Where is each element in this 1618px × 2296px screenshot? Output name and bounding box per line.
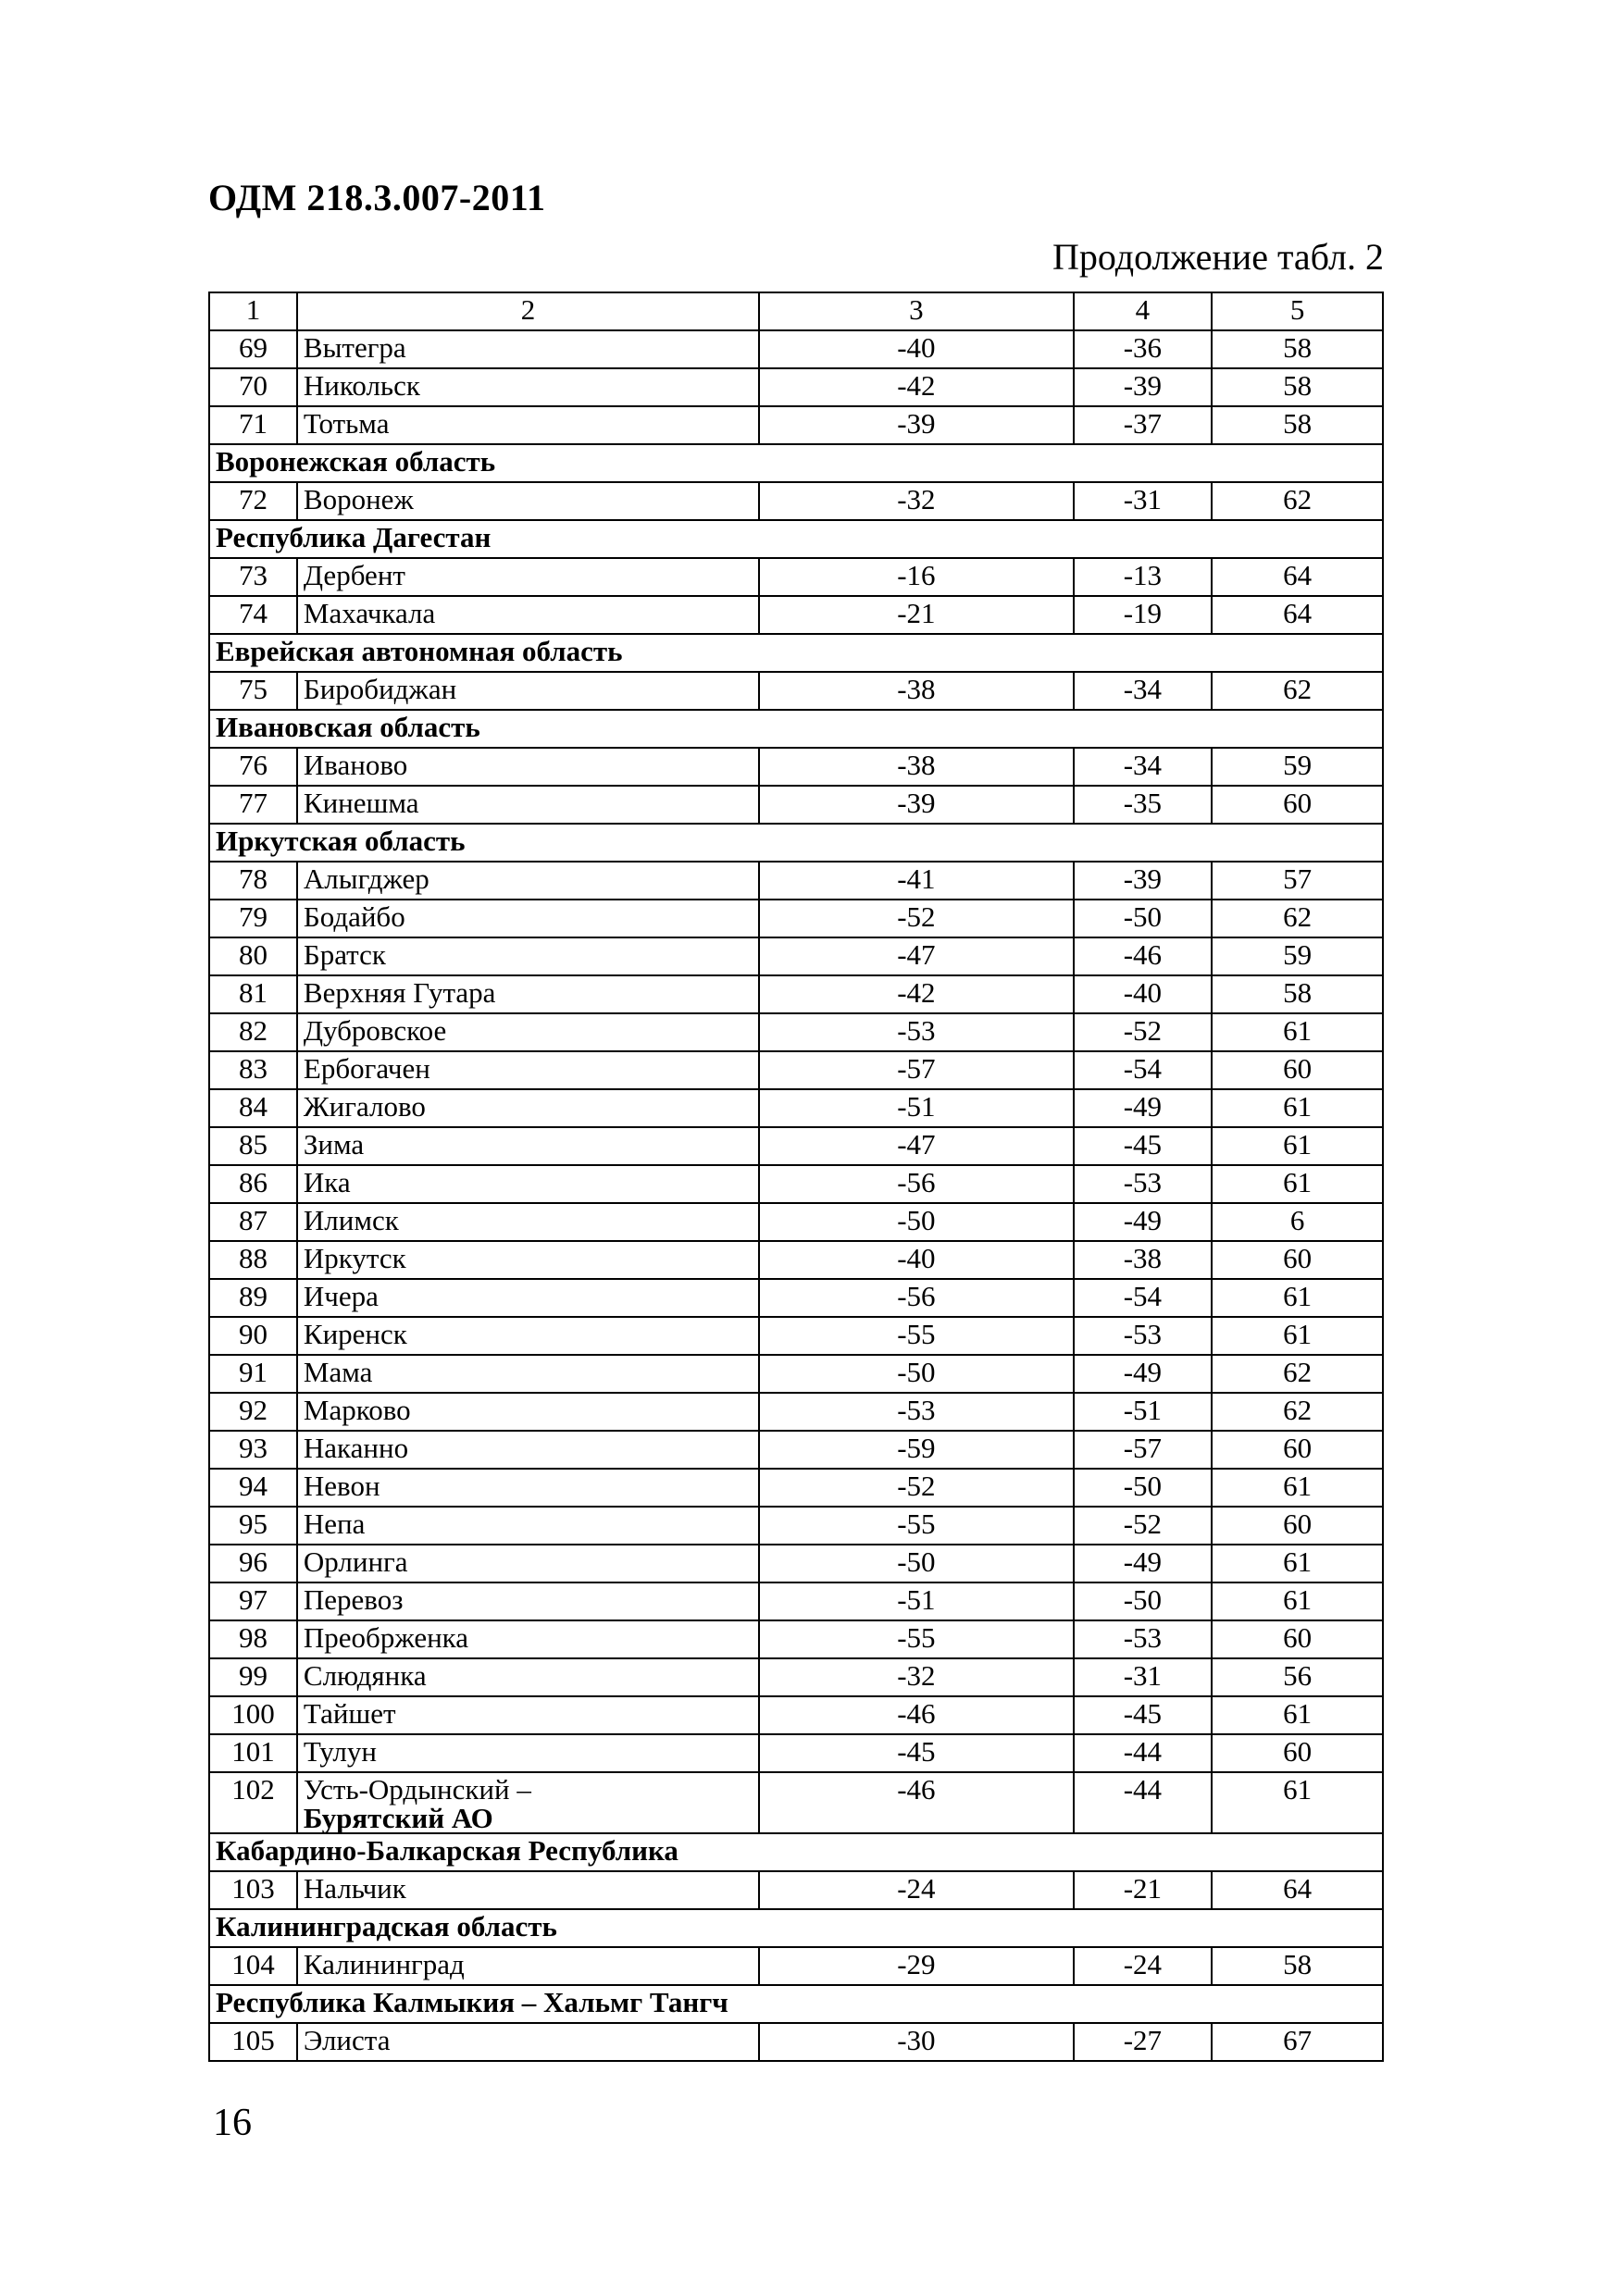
table-row [209,1165,1383,1203]
row-number: 72 [209,482,297,520]
station-name: Элиста [297,2023,759,2061]
value-col-5: 62 [1212,482,1383,520]
table-row [209,1241,1383,1279]
temp-col-3: -59 [759,1431,1073,1469]
value-col-5: 60 [1212,1734,1383,1772]
station-name: Тотьма [297,406,759,444]
value-col-5: 60 [1212,1241,1383,1279]
table-row [209,1545,1383,1582]
value-col-5: 62 [1212,1393,1383,1431]
row-number: 80 [209,937,297,975]
temp-col-4: -49 [1074,1203,1213,1241]
row-number: 99 [209,1658,297,1696]
value-col-5: 60 [1212,1620,1383,1658]
table-row [209,1317,1383,1355]
region-title: Воронежская область [209,444,1383,482]
temp-col-3: -51 [759,1582,1073,1620]
temp-col-4: -40 [1074,975,1213,1013]
row-number: 98 [209,1620,297,1658]
temp-col-3: -47 [759,937,1073,975]
value-col-5: 62 [1212,672,1383,710]
temp-col-4: -53 [1074,1317,1213,1355]
station-name: Биробиджан [297,672,759,710]
temp-col-4: -50 [1074,1469,1213,1507]
station-name: Дубровское [297,1013,759,1051]
station-name: Тайшет [297,1696,759,1734]
temp-col-3: -29 [759,1947,1073,1985]
temp-col-3: -32 [759,1658,1073,1696]
value-col-5: 58 [1212,330,1383,368]
station-name: Жигалово [297,1089,759,1127]
row-number: 73 [209,558,297,596]
value-col-5: 60 [1212,1051,1383,1089]
station-name: Ика [297,1165,759,1203]
temp-col-4: -53 [1074,1620,1213,1658]
table-row [209,330,1383,368]
value-col-5: 61 [1212,1279,1383,1317]
temp-col-3: -57 [759,1051,1073,1089]
temp-col-3: -53 [759,1013,1073,1051]
table-row [209,862,1383,900]
station-name: Иркутск [297,1241,759,1279]
temp-col-3: -21 [759,596,1073,634]
value-col-5: 61 [1212,1165,1383,1203]
station-name: Марково [297,1393,759,1431]
table-row [209,1947,1383,1985]
row-number: 103 [209,1871,297,1909]
row-number: 77 [209,786,297,824]
row-number: 70 [209,368,297,406]
region-header-row [209,1909,1383,1947]
station-name: Братск [297,937,759,975]
region-title: Еврейская автономная область [209,634,1383,672]
temp-col-4: -19 [1074,596,1213,634]
station-name: Орлинга [297,1545,759,1582]
temp-col-3: -46 [759,1772,1073,1833]
temp-col-4: -34 [1074,672,1213,710]
temp-col-4: -49 [1074,1355,1213,1393]
station-name: Махачкала [297,596,759,634]
row-number: 79 [209,900,297,937]
station-name: Воронеж [297,482,759,520]
value-col-5: 61 [1212,1317,1383,1355]
row-number: 104 [209,1947,297,1985]
region-title: Иркутская область [209,824,1383,862]
station-name: Перевоз [297,1582,759,1620]
value-col-5: 59 [1212,748,1383,786]
table-row [209,1431,1383,1469]
table-continuation-label: Продолжение табл. 2 [1052,236,1384,278]
temp-col-3: -32 [759,482,1073,520]
table-row [209,1620,1383,1658]
temp-col-4: -38 [1074,1241,1213,1279]
value-col-5: 60 [1212,1431,1383,1469]
table-row [209,596,1383,634]
station-name: Дербент [297,558,759,596]
row-number: 89 [209,1279,297,1317]
temp-col-3: -24 [759,1871,1073,1909]
temp-col-4: -49 [1074,1545,1213,1582]
station-name: Алыгджер [297,862,759,900]
value-col-5: 57 [1212,862,1383,900]
temp-col-4: -34 [1074,748,1213,786]
station-name: Зима [297,1127,759,1165]
table-row [209,2023,1383,2061]
temp-col-4: -24 [1074,1947,1213,1985]
table-row [209,1393,1383,1431]
value-col-5: 61 [1212,1013,1383,1051]
temp-col-3: -45 [759,1734,1073,1772]
table-row [209,1089,1383,1127]
temp-col-3: -52 [759,900,1073,937]
station-name-line-2: Бурятский АО [303,1802,493,1834]
table-row [209,1658,1383,1696]
value-col-5: 62 [1212,900,1383,937]
value-col-5: 61 [1212,1545,1383,1582]
value-col-5: 61 [1212,1469,1383,1507]
temp-col-4: -51 [1074,1393,1213,1431]
row-number: 97 [209,1582,297,1620]
row-number: 105 [209,2023,297,2061]
temp-col-4: -27 [1074,2023,1213,2061]
row-number: 86 [209,1165,297,1203]
value-col-5: 58 [1212,1947,1383,1985]
temp-col-3: -39 [759,786,1073,824]
temp-col-3: -40 [759,1241,1073,1279]
row-number: 83 [209,1051,297,1089]
value-col-5: 62 [1212,1355,1383,1393]
temp-col-4: -39 [1074,862,1213,900]
station-name: Тулун [297,1734,759,1772]
table-row [209,1279,1383,1317]
row-number: 101 [209,1734,297,1772]
table-row [209,1203,1383,1241]
temp-col-4: -35 [1074,786,1213,824]
temp-col-3: -38 [759,748,1073,786]
row-number: 95 [209,1507,297,1545]
table-header-row [209,292,1383,330]
page-number: 16 [213,2102,252,2144]
row-number: 82 [209,1013,297,1051]
station-name: Непа [297,1507,759,1545]
row-number: 100 [209,1696,297,1734]
row-number: 94 [209,1469,297,1507]
temp-col-3: -30 [759,2023,1073,2061]
row-number: 93 [209,1431,297,1469]
temp-col-4: -21 [1074,1871,1213,1909]
temp-col-4: -54 [1074,1279,1213,1317]
station-name: Верхняя Гутара [297,975,759,1013]
row-number: 78 [209,862,297,900]
station-name: Невон [297,1469,759,1507]
row-number: 71 [209,406,297,444]
value-col-5: 64 [1212,1871,1383,1909]
row-number: 87 [209,1203,297,1241]
temp-col-3: -55 [759,1620,1073,1658]
temp-col-4: -37 [1074,406,1213,444]
temp-col-4: -50 [1074,1582,1213,1620]
temp-col-3: -55 [759,1317,1073,1355]
region-title: Республика Дагестан [209,520,1383,558]
value-col-5: 61 [1212,1089,1383,1127]
temp-col-4: -46 [1074,937,1213,975]
region-title: Ивановская область [209,710,1383,748]
value-col-5: 6 [1212,1203,1383,1241]
temp-col-3: -41 [759,862,1073,900]
temp-col-3: -50 [759,1545,1073,1582]
station-name: Преобрженка [297,1620,759,1658]
temp-col-3: -47 [759,1127,1073,1165]
station-name: Мама [297,1355,759,1393]
station-name: Иваново [297,748,759,786]
temp-col-4: -13 [1074,558,1213,596]
document-code: ОДМ 218.3.007-2011 [208,177,546,218]
region-header-row [209,824,1383,862]
table-row [209,368,1383,406]
temp-col-3: -55 [759,1507,1073,1545]
table-row [209,1013,1383,1051]
temp-col-3: -51 [759,1089,1073,1127]
temp-col-3: -50 [759,1203,1073,1241]
value-col-5: 60 [1212,1507,1383,1545]
temp-col-3: -56 [759,1279,1073,1317]
header-col-2: 2 [297,292,759,330]
region-header-row [209,1833,1383,1871]
value-col-5: 61 [1212,1127,1383,1165]
table-row [209,1696,1383,1734]
temp-col-4: -31 [1074,482,1213,520]
region-title: Республика Калмыкия – Хальмг Тангч [209,1985,1383,2023]
value-col-5: 59 [1212,937,1383,975]
temp-col-4: -50 [1074,900,1213,937]
table-row [209,672,1383,710]
station-name: Кинешма [297,786,759,824]
value-col-5: 61 [1212,1772,1383,1833]
value-col-5: 61 [1212,1696,1383,1734]
table-row [209,786,1383,824]
temp-col-4: -36 [1074,330,1213,368]
row-number: 69 [209,330,297,368]
row-number: 81 [209,975,297,1013]
temp-col-4: -39 [1074,368,1213,406]
table-body [209,292,1383,2061]
temp-col-4: -45 [1074,1696,1213,1734]
temp-col-3: -52 [759,1469,1073,1507]
row-number: 91 [209,1355,297,1393]
table-row [209,1507,1383,1545]
row-number: 84 [209,1089,297,1127]
temp-col-4: -44 [1074,1772,1213,1833]
temp-col-4: -52 [1074,1507,1213,1545]
table-row [209,937,1383,975]
table-row [209,1734,1383,1772]
temp-col-3: -39 [759,406,1073,444]
temp-col-3: -40 [759,330,1073,368]
table-row [209,482,1383,520]
station-name: Наканно [297,1431,759,1469]
station-name: Ичера [297,1279,759,1317]
temp-col-4: -49 [1074,1089,1213,1127]
region-title: Кабардино-Балкарская Республика [209,1833,1383,1871]
table-row [209,748,1383,786]
temp-col-4: -44 [1074,1734,1213,1772]
value-col-5: 64 [1212,558,1383,596]
station-name: Вытегра [297,330,759,368]
temp-col-4: -45 [1074,1127,1213,1165]
table-row [209,900,1383,937]
table-row [209,975,1383,1013]
value-col-5: 61 [1212,1582,1383,1620]
table-row [209,1469,1383,1507]
row-number: 88 [209,1241,297,1279]
station-name: Ербогачен [297,1051,759,1089]
temp-col-3: -42 [759,975,1073,1013]
station-name: Нальчик [297,1871,759,1909]
temp-col-4: -31 [1074,1658,1213,1696]
row-number: 102 [209,1772,297,1833]
temp-col-3: -56 [759,1165,1073,1203]
station-name: Илимск [297,1203,759,1241]
region-header-row [209,710,1383,748]
station-name: Никольск [297,368,759,406]
value-col-5: 64 [1212,596,1383,634]
row-number: 75 [209,672,297,710]
region-header-row [209,1985,1383,2023]
value-col-5: 60 [1212,786,1383,824]
temp-col-3: -46 [759,1696,1073,1734]
row-number: 76 [209,748,297,786]
table-row [209,406,1383,444]
climate-table [208,292,1384,2062]
row-number: 74 [209,596,297,634]
station-name: Киренск [297,1317,759,1355]
table-row [209,1582,1383,1620]
temp-col-4: -52 [1074,1013,1213,1051]
table-row [209,1772,1383,1833]
region-header-row [209,520,1383,558]
table-row [209,558,1383,596]
region-title: Калининградская область [209,1909,1383,1947]
temp-col-3: -50 [759,1355,1073,1393]
row-number: 96 [209,1545,297,1582]
header-col-1: 1 [209,292,297,330]
value-col-5: 56 [1212,1658,1383,1696]
station-name-line-1: Усть-Ордынский – [303,1773,531,1806]
station-name: Бодайбо [297,900,759,937]
header-col-3: 3 [759,292,1073,330]
temp-col-3: -16 [759,558,1073,596]
value-col-5: 58 [1212,368,1383,406]
station-name: Калининград [297,1947,759,1985]
table-row [209,1127,1383,1165]
table-row [209,1871,1383,1909]
table-row [209,1355,1383,1393]
header-col-5: 5 [1212,292,1383,330]
row-number: 92 [209,1393,297,1431]
temp-col-4: -54 [1074,1051,1213,1089]
region-header-row [209,444,1383,482]
header-col-4: 4 [1074,292,1213,330]
row-number: 90 [209,1317,297,1355]
value-col-5: 58 [1212,975,1383,1013]
value-col-5: 58 [1212,406,1383,444]
station-name [297,1772,759,1833]
temp-col-3: -38 [759,672,1073,710]
temp-col-4: -57 [1074,1431,1213,1469]
station-name: Слюдянка [297,1658,759,1696]
temp-col-4: -53 [1074,1165,1213,1203]
row-number: 85 [209,1127,297,1165]
region-header-row [209,634,1383,672]
temp-col-3: -42 [759,368,1073,406]
value-col-5: 67 [1212,2023,1383,2061]
table-row [209,1051,1383,1089]
temp-col-3: -53 [759,1393,1073,1431]
